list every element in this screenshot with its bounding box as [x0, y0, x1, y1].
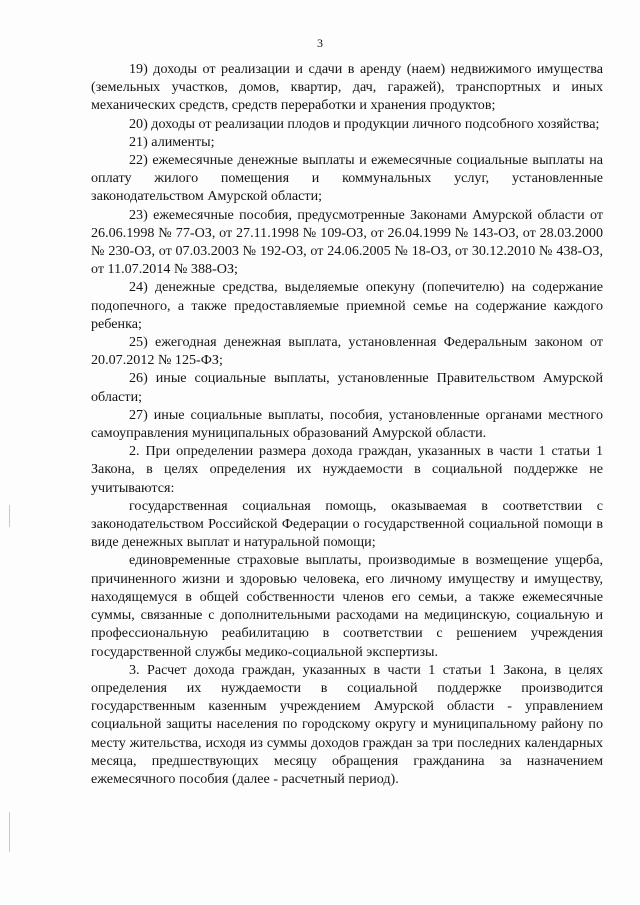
paragraph-item-19: 19) доходы от реализации и сдачи в аренду (наем) недвижимого имущества (земельных участков, домов, квартир, дач, гаражей), транспортных и иных механических средств, средств переработки и хранения продуктов; [91, 61, 603, 114]
paragraph-item-24: 24) денежные средства, выделяемые опекуну (попечителю) на содержание подопечного, а также предоставляемые приемной семье на содержание каждого ребенка; [91, 279, 603, 332]
paragraph-item-27: 27) иные социальные выплаты, пособия, установленные органами местного самоуправления муниципальных образований Амурской области. [91, 406, 603, 442]
paragraph-item-25: 25) ежегодная денежная выплата, установленная Федеральным законом от 20.07.2012 № 125-ФЗ; [91, 334, 603, 369]
paragraph-item-22: 22) ежемесячные денежные выплаты и ежемесячные социальные выплаты на оплату жилого помещения и коммунальных услуг, установленные законодательством Амурской области; [91, 152, 603, 205]
paragraph-insurance-payments: единовременные страховые выплаты, производимые в возмещение ущерба, причиненного жизни и здоровью человека, его личному имуществу и имуществу, находящемуся в общей собственности членов его семьи, а также ежемесячные суммы, связанные с дополнительными расходами на медицинскую, социальную и профессиональную реабилитацию в соответствии с решением учреждения государственной службы медико-социальной экспертизы. [91, 552, 603, 660]
paragraph-part-2: 2. При определении размера дохода граждан, указанных в части 1 статьи 1 Закона, в целях определения их нуждаемости в социальной поддержке не учитываются: [91, 443, 603, 496]
scan-margin-mark [9, 812, 10, 852]
paragraph-item-21: 21) алименты; [129, 133, 215, 150]
scan-margin-mark [9, 505, 10, 527]
page-number: 3 [317, 36, 323, 50]
paragraph-item-20: 20) доходы от реализации плодов и продукции личного подсобного хозяйства; [129, 115, 600, 132]
paragraph-item-23: 23) ежемесячные пособия, предусмотренные Законами Амурской области от 26.06.1998 № 77-ОЗ, от 27.11.1998 № 109-ОЗ, от 26.04.1999 № 143-ОЗ, от 28.03.2000 № 230-ОЗ, от 07.03.2003 № 192-ОЗ, от 24.06.2005 № 18-ОЗ, от 30.12.2010 № 438-ОЗ, от 11.07.2014 № 388-ОЗ; [91, 206, 603, 278]
paragraph-part-3: 3. Расчет дохода граждан, указанных в части 1 статьи 1 Закона, в целях определения их нуждаемости в социальной поддержке производится государственным казенным учреждением Амурской области - управлением социальной защиты населения по городскому округу и муниципальному району по месту жительства, исходя из суммы доходов граждан за три последних календарных месяца, предшествующих месяцу обращения гражданина за назначением ежемесячного пособия (далее - расчетный период). [91, 661, 603, 787]
document-body [91, 60, 603, 788]
paragraph-state-social-aid: государственная социальная помощь, оказываемая в соответствии с законодательством Российской Федерации о государственной социальной помощи в виде денежных выплат и натуральной помощи; [91, 497, 603, 551]
paragraph-item-26: 26) иные социальные выплаты, установленные Правительством Амурской области; [91, 370, 603, 405]
